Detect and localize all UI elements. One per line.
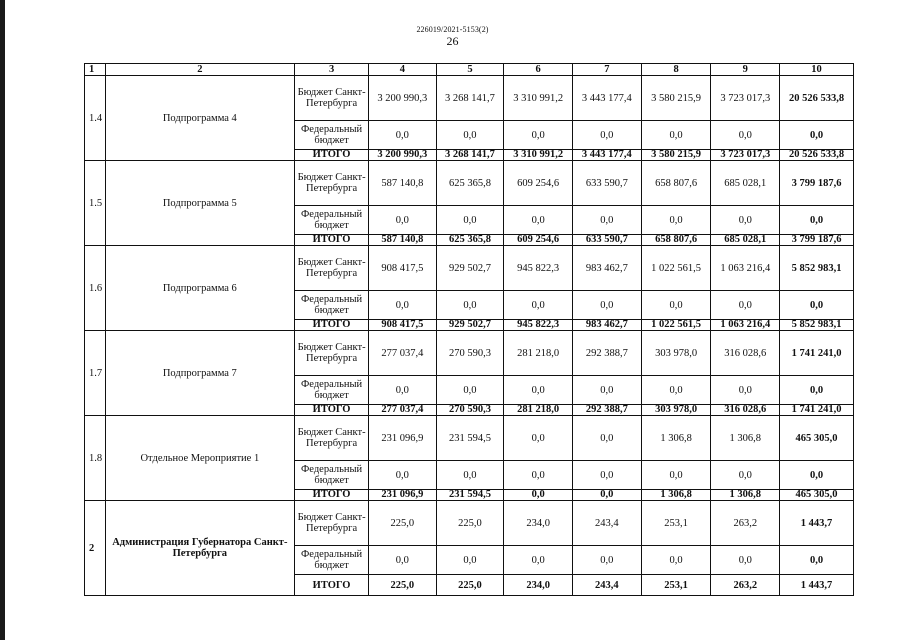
value-cell: 0,0 <box>573 121 642 150</box>
total-cell: 587 140,8 <box>368 235 436 246</box>
document-id: 226019/2021-5153(2) <box>416 25 489 34</box>
total-cell: 609 254,6 <box>504 235 573 246</box>
source-federal-label: Федеральный бюджет <box>295 461 369 490</box>
program-name: Подпрограмма 5 <box>105 161 295 246</box>
header-cell: 4 <box>368 64 436 76</box>
value-cell: 465 305,0 <box>780 416 854 461</box>
value-cell: 0,0 <box>573 291 642 320</box>
source-federal-label: Федеральный бюджет <box>295 206 369 235</box>
total-cell: 20 526 533,8 <box>780 150 854 161</box>
value-cell: 292 388,7 <box>573 331 642 376</box>
total-cell: 243,4 <box>573 575 642 596</box>
value-cell: 0,0 <box>641 461 711 490</box>
value-cell: 3 443 177,4 <box>573 76 642 121</box>
header-cell: 2 <box>105 64 295 76</box>
total-cell: 231 594,5 <box>436 490 504 501</box>
header-row <box>85 64 854 76</box>
value-cell: 1 306,8 <box>641 416 711 461</box>
value-cell: 0,0 <box>504 121 573 150</box>
value-cell: 0,0 <box>504 461 573 490</box>
value-cell: 983 462,7 <box>573 246 642 291</box>
value-cell: 0,0 <box>711 206 780 235</box>
value-cell: 263,2 <box>711 501 780 546</box>
value-cell: 20 526 533,8 <box>780 76 854 121</box>
total-cell: 225,0 <box>368 575 436 596</box>
value-cell: 0,0 <box>573 206 642 235</box>
value-cell: 270 590,3 <box>436 331 504 376</box>
total-cell: 465 305,0 <box>780 490 854 501</box>
source-federal-label: Федеральный бюджет <box>295 121 369 150</box>
total-cell: 3 580 215,9 <box>641 150 711 161</box>
value-cell: 0,0 <box>711 546 780 575</box>
value-cell: 0,0 <box>711 121 780 150</box>
value-cell: 0,0 <box>780 291 854 320</box>
value-cell: 243,4 <box>573 501 642 546</box>
source-federal-label: Федеральный бюджет <box>295 546 369 575</box>
total-cell: 0,0 <box>573 490 642 501</box>
value-cell: 0,0 <box>504 291 573 320</box>
program-name: Администрация Губернатора Санкт-Петербурга <box>105 501 295 596</box>
value-cell: 0,0 <box>641 206 711 235</box>
total-label: ИТОГО <box>295 150 369 161</box>
total-cell: 263,2 <box>711 575 780 596</box>
value-cell: 0,0 <box>436 291 504 320</box>
value-cell: 277 037,4 <box>368 331 436 376</box>
value-cell: 0,0 <box>368 291 436 320</box>
source-budget-label: Бюджет Санкт-Петербурга <box>295 501 369 546</box>
value-cell: 3 310 991,2 <box>504 76 573 121</box>
total-label: ИТОГО <box>295 235 369 246</box>
value-cell: 0,0 <box>504 416 573 461</box>
table-row <box>85 161 854 206</box>
total-cell: 292 388,7 <box>573 405 642 416</box>
total-cell: 1 306,8 <box>711 490 780 501</box>
value-cell: 587 140,8 <box>368 161 436 206</box>
header-cell: 6 <box>504 64 573 76</box>
value-cell: 316 028,6 <box>711 331 780 376</box>
source-budget-label: Бюджет Санкт-Петербурга <box>295 76 369 121</box>
total-cell: 3 310 991,2 <box>504 150 573 161</box>
row-index: 1.5 <box>85 161 106 246</box>
row-index: 1.7 <box>85 331 106 416</box>
value-cell: 3 268 141,7 <box>436 76 504 121</box>
value-cell: 225,0 <box>368 501 436 546</box>
value-cell: 609 254,6 <box>504 161 573 206</box>
header-cell: 5 <box>436 64 504 76</box>
total-cell: 1 306,8 <box>641 490 711 501</box>
header-cell: 3 <box>295 64 369 76</box>
total-cell: 234,0 <box>504 575 573 596</box>
source-federal-label: Федеральный бюджет <box>295 291 369 320</box>
total-cell: 225,0 <box>436 575 504 596</box>
total-cell: 5 852 983,1 <box>780 320 854 331</box>
value-cell: 625 365,8 <box>436 161 504 206</box>
value-cell: 685 028,1 <box>711 161 780 206</box>
total-cell: 1 741 241,0 <box>780 405 854 416</box>
value-cell: 0,0 <box>436 121 504 150</box>
row-index: 1.6 <box>85 246 106 331</box>
total-cell: 3 200 990,3 <box>368 150 436 161</box>
value-cell: 3 200 990,3 <box>368 76 436 121</box>
total-cell: 3 443 177,4 <box>573 150 642 161</box>
source-budget-label: Бюджет Санкт-Петербурга <box>295 416 369 461</box>
total-cell: 270 590,3 <box>436 405 504 416</box>
value-cell: 0,0 <box>368 546 436 575</box>
value-cell: 225,0 <box>436 501 504 546</box>
value-cell: 0,0 <box>504 206 573 235</box>
total-cell: 303 978,0 <box>641 405 711 416</box>
value-cell: 0,0 <box>368 461 436 490</box>
total-cell: 658 807,6 <box>641 235 711 246</box>
total-cell: 625 365,8 <box>436 235 504 246</box>
value-cell: 0,0 <box>368 206 436 235</box>
source-budget-label: Бюджет Санкт-Петербурга <box>295 331 369 376</box>
value-cell: 0,0 <box>641 121 711 150</box>
table-row <box>85 76 854 121</box>
table-body <box>85 64 854 596</box>
table-row <box>85 246 854 291</box>
value-cell: 0,0 <box>368 121 436 150</box>
value-cell: 633 590,7 <box>573 161 642 206</box>
total-cell: 281 218,0 <box>504 405 573 416</box>
value-cell: 0,0 <box>641 376 711 405</box>
value-cell: 253,1 <box>641 501 711 546</box>
value-cell: 1 306,8 <box>711 416 780 461</box>
total-label: ИТОГО <box>295 405 369 416</box>
budget-table <box>84 63 854 596</box>
total-cell: 231 096,9 <box>368 490 436 501</box>
value-cell: 0,0 <box>641 291 711 320</box>
total-cell: 277 037,4 <box>368 405 436 416</box>
total-label: ИТОГО <box>295 490 369 501</box>
table-row <box>85 331 854 376</box>
total-cell: 253,1 <box>641 575 711 596</box>
value-cell: 5 852 983,1 <box>780 246 854 291</box>
value-cell: 0,0 <box>573 376 642 405</box>
total-label: ИТОГО <box>295 575 369 596</box>
row-index: 1.8 <box>85 416 106 501</box>
total-cell: 1 443,7 <box>780 575 854 596</box>
page-number: 26 <box>446 34 459 48</box>
value-cell: 1 741 241,0 <box>780 331 854 376</box>
total-cell: 3 723 017,3 <box>711 150 780 161</box>
total-cell: 3 268 141,7 <box>436 150 504 161</box>
value-cell: 1 022 561,5 <box>641 246 711 291</box>
row-index: 1.4 <box>85 76 106 161</box>
total-cell: 929 502,7 <box>436 320 504 331</box>
value-cell: 0,0 <box>780 206 854 235</box>
value-cell: 0,0 <box>780 121 854 150</box>
value-cell: 0,0 <box>504 376 573 405</box>
source-budget-label: Бюджет Санкт-Петербурга <box>295 161 369 206</box>
row-index: 2 <box>85 501 106 596</box>
total-cell: 908 417,5 <box>368 320 436 331</box>
value-cell: 3 580 215,9 <box>641 76 711 121</box>
value-cell: 303 978,0 <box>641 331 711 376</box>
value-cell: 945 822,3 <box>504 246 573 291</box>
value-cell: 0,0 <box>436 546 504 575</box>
header-cell: 7 <box>573 64 642 76</box>
header-cell: 9 <box>711 64 780 76</box>
total-cell: 316 028,6 <box>711 405 780 416</box>
total-cell: 1 022 561,5 <box>641 320 711 331</box>
value-cell: 0,0 <box>780 546 854 575</box>
value-cell: 0,0 <box>711 376 780 405</box>
value-cell: 0,0 <box>436 376 504 405</box>
total-cell: 945 822,3 <box>504 320 573 331</box>
binder-edge <box>0 0 5 640</box>
value-cell: 0,0 <box>436 461 504 490</box>
value-cell: 1 443,7 <box>780 501 854 546</box>
value-cell: 908 417,5 <box>368 246 436 291</box>
value-cell: 929 502,7 <box>436 246 504 291</box>
program-name: Подпрограмма 7 <box>105 331 295 416</box>
header-cell: 8 <box>641 64 711 76</box>
value-cell: 0,0 <box>436 206 504 235</box>
value-cell: 231 594,5 <box>436 416 504 461</box>
table-row <box>85 501 854 546</box>
value-cell: 0,0 <box>780 376 854 405</box>
total-cell: 633 590,7 <box>573 235 642 246</box>
program-name: Отдельное Мероприятие 1 <box>105 416 295 501</box>
total-cell: 685 028,1 <box>711 235 780 246</box>
total-cell: 0,0 <box>504 490 573 501</box>
total-cell: 3 799 187,6 <box>780 235 854 246</box>
header-cell: 10 <box>780 64 854 76</box>
total-cell: 983 462,7 <box>573 320 642 331</box>
source-budget-label: Бюджет Санкт-Петербурга <box>295 246 369 291</box>
value-cell: 234,0 <box>504 501 573 546</box>
value-cell: 1 063 216,4 <box>711 246 780 291</box>
table-row <box>85 416 854 461</box>
value-cell: 0,0 <box>711 461 780 490</box>
program-name: Подпрограмма 4 <box>105 76 295 161</box>
total-label: ИТОГО <box>295 320 369 331</box>
value-cell: 0,0 <box>780 461 854 490</box>
value-cell: 0,0 <box>368 376 436 405</box>
value-cell: 0,0 <box>573 416 642 461</box>
value-cell: 3 799 187,6 <box>780 161 854 206</box>
value-cell: 0,0 <box>711 291 780 320</box>
total-cell: 1 063 216,4 <box>711 320 780 331</box>
header-cell: 1 <box>85 64 106 76</box>
value-cell: 281 218,0 <box>504 331 573 376</box>
source-federal-label: Федеральный бюджет <box>295 376 369 405</box>
program-name: Подпрограмма 6 <box>105 246 295 331</box>
value-cell: 3 723 017,3 <box>711 76 780 121</box>
value-cell: 658 807,6 <box>641 161 711 206</box>
value-cell: 0,0 <box>573 546 642 575</box>
value-cell: 0,0 <box>504 546 573 575</box>
value-cell: 231 096,9 <box>368 416 436 461</box>
value-cell: 0,0 <box>641 546 711 575</box>
value-cell: 0,0 <box>573 461 642 490</box>
